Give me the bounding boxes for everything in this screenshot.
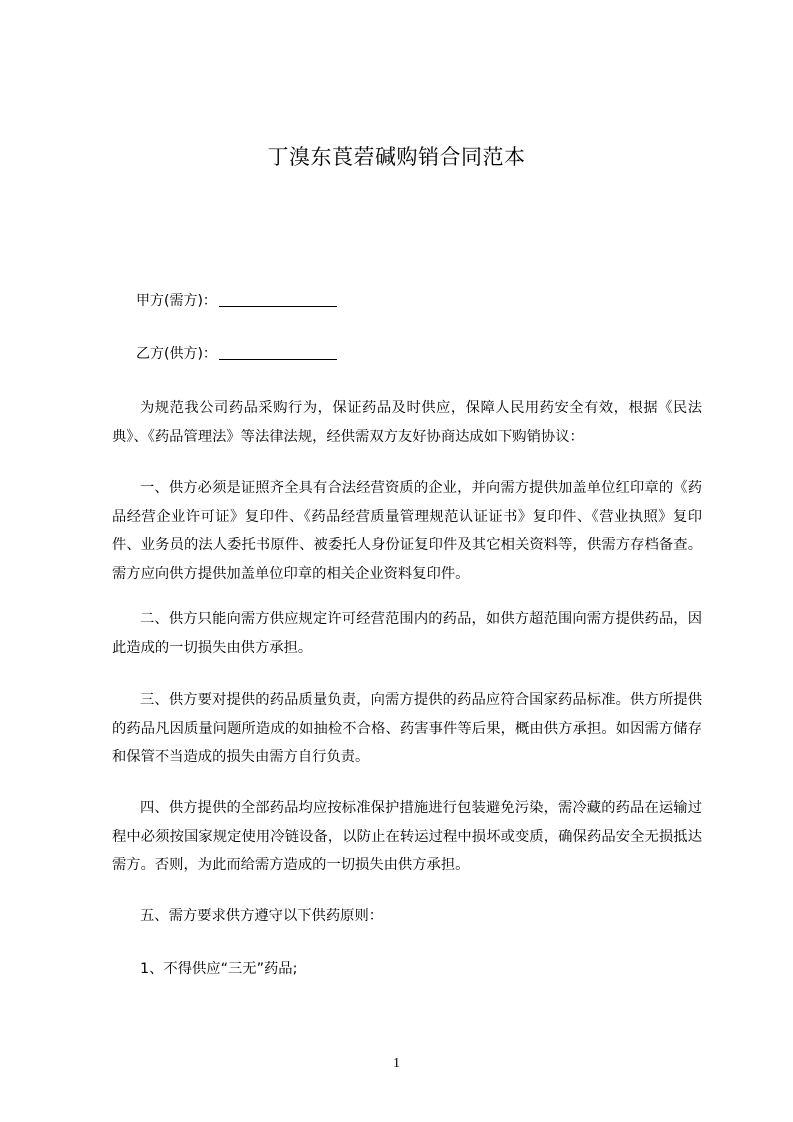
- document-title: 丁溴东莨菪碱购销合同范本: [267, 145, 526, 169]
- party-b-blank: [219, 345, 337, 360]
- page-number: 1: [393, 1056, 400, 1071]
- party-a-blank: [219, 292, 337, 307]
- party-a-label: 甲方(需方)：: [136, 293, 217, 309]
- paragraph-clause-3: 三、供方要对提供的药品质量负责，向需方提供的药品应符合国家药品标准。供方所提供的药品凡因质量问题所造成的如抽检不合格、药害事件等后果，概由供方承担。如因需方储存和保管不当造成的损失由需方自行负责。: [112, 692, 702, 765]
- party-a-line: [136, 291, 337, 311]
- paragraph-item-1: 1、不得供应“三无”药品;: [140, 961, 298, 977]
- paragraph-clause-2: 二、供方只能向需方供应规定许可经营范围内的药品，如供方超范围向需方提供药品，因此造成的一切损失由供方承担。: [112, 611, 702, 656]
- paragraph-clause-1: 一、供方必须是证照齐全具有合法经营资质的企业，并向需方提供加盖单位红印章的《药品经营企业许可证》复印件、《药品经营质量管理规范认证证书》复印件、《营业执照》复印件、业务员的法人委托书原件、被委托人身份证复印件及其它相关资料等，供需方存档备查。需方应向供方提供加盖单位印章的相关企业资料复印件。: [112, 480, 702, 582]
- party-b-line: [136, 344, 337, 364]
- party-b-label: 乙方(供方)：: [136, 346, 217, 362]
- paragraph-intro: 为规范我公司药品采购行为，保证药品及时供应，保障人民用药安全有效，根据《民法典》、《药品管理法》等法律法规，经供需双方友好协商达成如下购销协议：: [112, 400, 702, 445]
- paragraph-clause-5: 五、需方要求供方遵守以下供药原则：: [140, 908, 384, 924]
- paragraph-clause-4: 四、供方提供的全部药品均应按标准保护措施进行包装避免污染，需冷藏的药品在运输过程中必须按国家规定使用冷链设备，以防止在转运过程中损坏或变质，确保药品安全无损抵达需方。否则，为此而给需方造成的一切损失由供方承担。: [112, 800, 702, 873]
